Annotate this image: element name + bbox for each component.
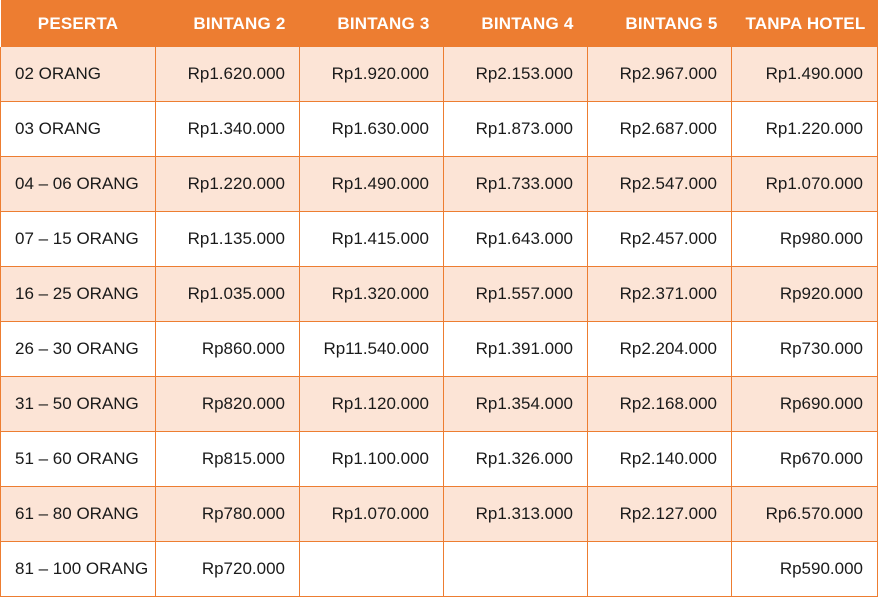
- price-cell-bintang-5: Rp2.967.000: [588, 47, 732, 102]
- row-label: 81 – 100 ORANG: [1, 542, 156, 597]
- price-cell-bintang-3: Rp1.490.000: [300, 157, 444, 212]
- table-row: [1, 157, 878, 212]
- table-header: [1, 0, 878, 47]
- price-cell-bintang-4: Rp1.733.000: [444, 157, 588, 212]
- price-cell-tanpa-hotel: Rp1.490.000: [732, 47, 878, 102]
- price-cell-bintang-5: Rp2.457.000: [588, 212, 732, 267]
- column-header-peserta: PESERTA: [1, 0, 156, 47]
- price-cell-tanpa-hotel: Rp920.000: [732, 267, 878, 322]
- table-row: [1, 487, 878, 542]
- table-row: [1, 267, 878, 322]
- price-cell-bintang-2: Rp815.000: [156, 432, 300, 487]
- price-cell-bintang-3: [300, 542, 444, 597]
- price-cell-bintang-2: Rp1.340.000: [156, 102, 300, 157]
- price-cell-bintang-4: Rp1.643.000: [444, 212, 588, 267]
- row-label: 03 ORANG: [1, 102, 156, 157]
- column-header-bintang-5: BINTANG 5: [588, 0, 732, 47]
- price-cell-bintang-5: [588, 542, 732, 597]
- price-cell-bintang-5: Rp2.204.000: [588, 322, 732, 377]
- column-header-bintang-3: BINTANG 3: [300, 0, 444, 47]
- price-cell-bintang-2: Rp860.000: [156, 322, 300, 377]
- column-header-bintang-2: BINTANG 2: [156, 0, 300, 47]
- price-cell-tanpa-hotel: Rp6.570.000: [732, 487, 878, 542]
- price-cell-bintang-3: Rp1.630.000: [300, 102, 444, 157]
- table-row: [1, 102, 878, 157]
- column-header-tanpa-hotel: TANPA HOTEL: [732, 0, 878, 47]
- row-label: 61 – 80 ORANG: [1, 487, 156, 542]
- row-label: 26 – 30 ORANG: [1, 322, 156, 377]
- table-row: [1, 212, 878, 267]
- price-cell-bintang-5: Rp2.140.000: [588, 432, 732, 487]
- row-label: 51 – 60 ORANG: [1, 432, 156, 487]
- table-row: [1, 432, 878, 487]
- table-row: [1, 322, 878, 377]
- row-label: 04 – 06 ORANG: [1, 157, 156, 212]
- price-cell-bintang-2: Rp1.035.000: [156, 267, 300, 322]
- table-body: [1, 47, 878, 597]
- price-cell-bintang-3: Rp1.415.000: [300, 212, 444, 267]
- price-cell-bintang-4: Rp1.391.000: [444, 322, 588, 377]
- price-cell-bintang-5: Rp2.168.000: [588, 377, 732, 432]
- price-cell-bintang-5: Rp2.127.000: [588, 487, 732, 542]
- column-header-bintang-4: BINTANG 4: [444, 0, 588, 47]
- price-cell-bintang-3: Rp1.120.000: [300, 377, 444, 432]
- price-cell-tanpa-hotel: Rp980.000: [732, 212, 878, 267]
- price-cell-bintang-2: Rp1.620.000: [156, 47, 300, 102]
- price-cell-bintang-2: Rp1.135.000: [156, 212, 300, 267]
- price-cell-bintang-5: Rp2.371.000: [588, 267, 732, 322]
- row-label: 31 – 50 ORANG: [1, 377, 156, 432]
- price-cell-bintang-2: Rp1.220.000: [156, 157, 300, 212]
- price-cell-bintang-4: Rp2.153.000: [444, 47, 588, 102]
- table-row: [1, 377, 878, 432]
- price-cell-bintang-3: Rp11.540.000: [300, 322, 444, 377]
- price-cell-bintang-3: Rp1.070.000: [300, 487, 444, 542]
- table-row: [1, 47, 878, 102]
- table-row: [1, 542, 878, 597]
- row-label: 16 – 25 ORANG: [1, 267, 156, 322]
- price-cell-bintang-5: Rp2.687.000: [588, 102, 732, 157]
- price-cell-bintang-3: Rp1.100.000: [300, 432, 444, 487]
- price-cell-tanpa-hotel: Rp590.000: [732, 542, 878, 597]
- price-cell-bintang-2: Rp720.000: [156, 542, 300, 597]
- row-label: 07 – 15 ORANG: [1, 212, 156, 267]
- price-cell-bintang-4: Rp1.873.000: [444, 102, 588, 157]
- price-cell-bintang-4: Rp1.557.000: [444, 267, 588, 322]
- price-cell-bintang-4: Rp1.326.000: [444, 432, 588, 487]
- price-cell-bintang-4: [444, 542, 588, 597]
- price-cell-tanpa-hotel: Rp670.000: [732, 432, 878, 487]
- price-cell-tanpa-hotel: Rp690.000: [732, 377, 878, 432]
- price-cell-bintang-3: Rp1.320.000: [300, 267, 444, 322]
- price-cell-bintang-5: Rp2.547.000: [588, 157, 732, 212]
- row-label: 02 ORANG: [1, 47, 156, 102]
- price-cell-tanpa-hotel: Rp1.070.000: [732, 157, 878, 212]
- price-cell-tanpa-hotel: Rp730.000: [732, 322, 878, 377]
- price-cell-tanpa-hotel: Rp1.220.000: [732, 102, 878, 157]
- price-cell-bintang-3: Rp1.920.000: [300, 47, 444, 102]
- table-header-row: [1, 0, 878, 47]
- price-cell-bintang-2: Rp820.000: [156, 377, 300, 432]
- price-cell-bintang-2: Rp780.000: [156, 487, 300, 542]
- price-cell-bintang-4: Rp1.354.000: [444, 377, 588, 432]
- price-cell-bintang-4: Rp1.313.000: [444, 487, 588, 542]
